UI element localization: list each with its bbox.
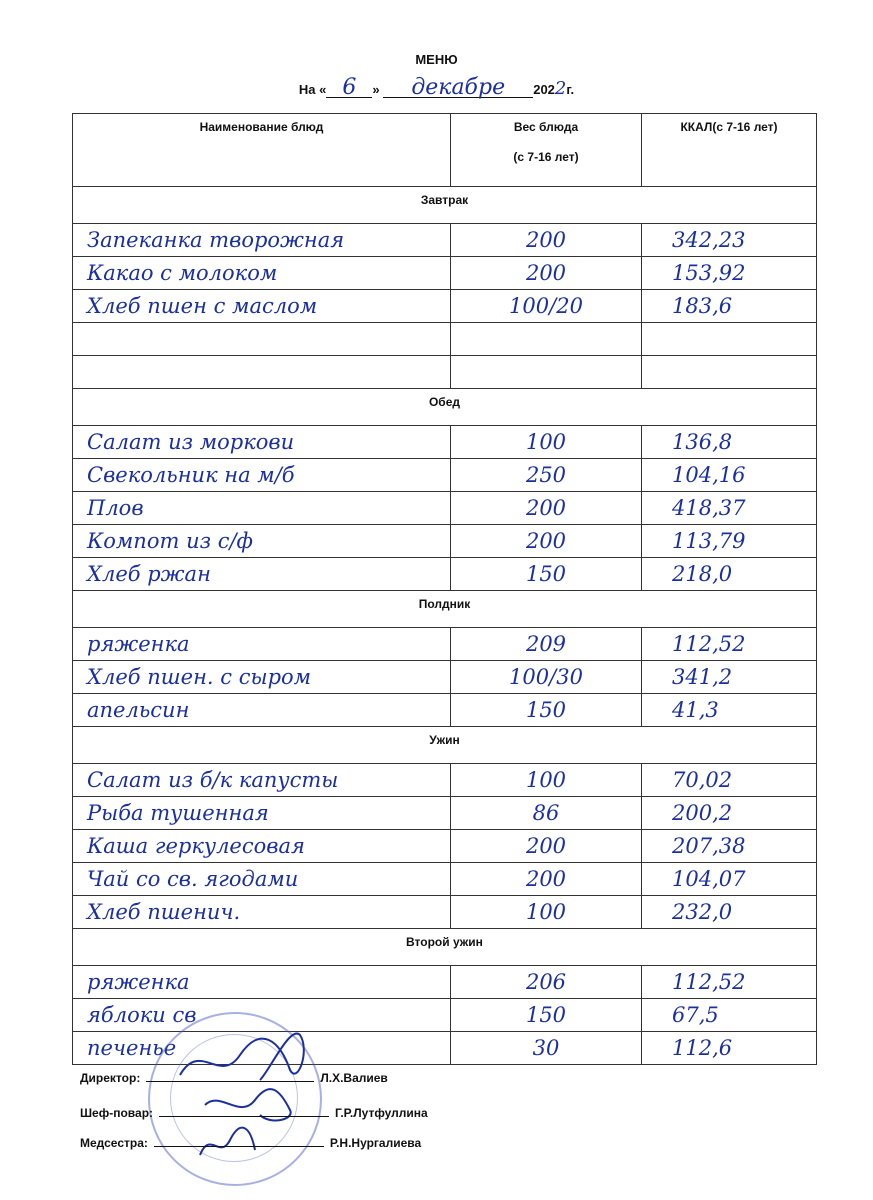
table-row-empty — [73, 356, 817, 389]
nurse-name: Р.Н.Нургалиева — [329, 1136, 422, 1150]
dish-weight: 150 — [451, 558, 642, 591]
date-month: декабре — [383, 79, 533, 98]
dish-weight: 100 — [451, 896, 642, 929]
table-row — [73, 525, 817, 558]
dish-weight: 200 — [451, 830, 642, 863]
dish-kcal: 232,0 — [642, 896, 817, 929]
dish-kcal: 418,37 — [642, 492, 817, 525]
director-label: Директор: — [80, 1071, 141, 1085]
column-header-weight-line2: (с 7-16 лет) — [513, 150, 579, 164]
dish-name: Каша геркулесовая — [73, 830, 451, 863]
dish-kcal: 218,0 — [642, 558, 817, 591]
dish-kcal: 136,8 — [642, 426, 817, 459]
dish-weight: 100 — [451, 426, 642, 459]
dish-name: ряженка — [73, 966, 451, 999]
chef-signature-line — [80, 1104, 428, 1120]
table-row — [73, 896, 817, 929]
dish-name: апельсин — [73, 694, 451, 727]
section-row-breakfast — [73, 187, 817, 224]
table-row — [73, 426, 817, 459]
dish-name: Хлеб пшен. с сыром — [73, 661, 451, 694]
date-prefix: На « — [298, 82, 327, 97]
dish-weight: 200 — [451, 863, 642, 896]
dish-kcal: 112,52 — [642, 628, 817, 661]
dish-weight: 200 — [451, 525, 642, 558]
dish-name: яблоки св — [73, 999, 451, 1032]
section-title: Полдник — [73, 591, 817, 628]
section-row-lunch — [73, 389, 817, 426]
dish-kcal: 41,3 — [642, 694, 817, 727]
dish-kcal: 67,5 — [642, 999, 817, 1032]
dish-weight — [451, 356, 642, 389]
dish-name: Хлеб пшен с маслом — [73, 290, 451, 323]
section-row-second-dinner — [73, 929, 817, 966]
dish-weight: 200 — [451, 257, 642, 290]
table-header-row — [73, 114, 817, 187]
dish-name: Компот из с/ф — [73, 525, 451, 558]
dish-name — [73, 323, 451, 356]
dish-weight: 200 — [451, 492, 642, 525]
dish-weight: 30 — [451, 1032, 642, 1065]
table-row — [73, 224, 817, 257]
dish-name: Салат из б/к капусты — [73, 764, 451, 797]
table-row — [73, 966, 817, 999]
dish-kcal — [642, 323, 817, 356]
column-header-name: Наименование блюд — [73, 114, 451, 187]
date-day: 6 — [326, 79, 372, 98]
dish-weight: 209 — [451, 628, 642, 661]
section-title: Второй ужин — [73, 929, 817, 966]
dish-weight: 86 — [451, 797, 642, 830]
date-suffix: г. — [566, 82, 575, 97]
dish-name — [73, 356, 451, 389]
dish-weight — [451, 323, 642, 356]
section-row-dinner — [73, 727, 817, 764]
dish-name: Хлеб ржан — [73, 558, 451, 591]
chef-label: Шеф-повар: — [80, 1106, 154, 1120]
nurse-signature-line — [80, 1134, 421, 1150]
table-row — [73, 257, 817, 290]
table-row — [73, 830, 817, 863]
column-header-kcal: ККАЛ(с 7-16 лет) — [642, 114, 817, 187]
date-line — [0, 75, 873, 100]
nurse-label: Медсестра: — [80, 1136, 148, 1150]
dish-name: Хлеб пшенич. — [73, 896, 451, 929]
dish-name: Плов — [73, 492, 451, 525]
dish-kcal: 113,79 — [642, 525, 817, 558]
dish-kcal: 207,38 — [642, 830, 817, 863]
dish-name: Рыба тушенная — [73, 797, 451, 830]
table-row — [73, 628, 817, 661]
dish-name: ряженка — [73, 628, 451, 661]
section-title: Завтрак — [73, 187, 817, 224]
table-row — [73, 661, 817, 694]
dish-name: Салат из моркови — [73, 426, 451, 459]
table-row — [73, 459, 817, 492]
dish-weight: 150 — [451, 694, 642, 727]
dish-kcal: 200,2 — [642, 797, 817, 830]
date-year-prefix: 202 — [533, 82, 555, 97]
dish-weight: 100 — [451, 764, 642, 797]
column-header-weight-line1: Вес блюда — [513, 120, 579, 134]
dish-kcal: 183,6 — [642, 290, 817, 323]
table-row — [73, 492, 817, 525]
dish-weight: 200 — [451, 224, 642, 257]
dish-name: Какао с молоком — [73, 257, 451, 290]
dish-weight: 250 — [451, 459, 642, 492]
table-row — [73, 290, 817, 323]
dish-name: Чай со св. ягодами — [73, 863, 451, 896]
date-mid: » — [372, 82, 380, 97]
dish-weight: 100/30 — [451, 661, 642, 694]
column-header-weight — [451, 114, 642, 187]
dish-kcal — [642, 356, 817, 389]
dish-kcal: 112,52 — [642, 966, 817, 999]
section-row-snack — [73, 591, 817, 628]
table-row — [73, 694, 817, 727]
table-row — [73, 797, 817, 830]
dish-kcal: 104,07 — [642, 863, 817, 896]
section-title: Обед — [73, 389, 817, 426]
dish-kcal: 153,92 — [642, 257, 817, 290]
table-row-empty — [73, 323, 817, 356]
dish-weight: 206 — [451, 966, 642, 999]
page-title: МЕНЮ — [415, 52, 458, 67]
dish-kcal: 104,16 — [642, 459, 817, 492]
table-row — [73, 999, 817, 1032]
menu-table — [72, 113, 817, 1065]
dish-weight: 150 — [451, 999, 642, 1032]
date-year-last: 2 — [554, 78, 567, 99]
chef-name: Г.Р.Лутфуллина — [335, 1106, 428, 1120]
table-row — [73, 764, 817, 797]
section-title: Ужин — [73, 727, 817, 764]
dish-kcal: 342,23 — [642, 224, 817, 257]
dish-name: Свекольник на м/б — [73, 459, 451, 492]
dish-weight: 100/20 — [451, 290, 642, 323]
director-signature-line — [80, 1069, 388, 1085]
dish-kcal: 70,02 — [642, 764, 817, 797]
director-name: Л.Х.Валиев — [320, 1071, 388, 1085]
table-row — [73, 558, 817, 591]
dish-name: Запеканка творожная — [73, 224, 451, 257]
dish-kcal: 341,2 — [642, 661, 817, 694]
dish-kcal: 112,6 — [642, 1032, 817, 1065]
dish-name: печенье — [73, 1032, 451, 1065]
table-row — [73, 863, 817, 896]
